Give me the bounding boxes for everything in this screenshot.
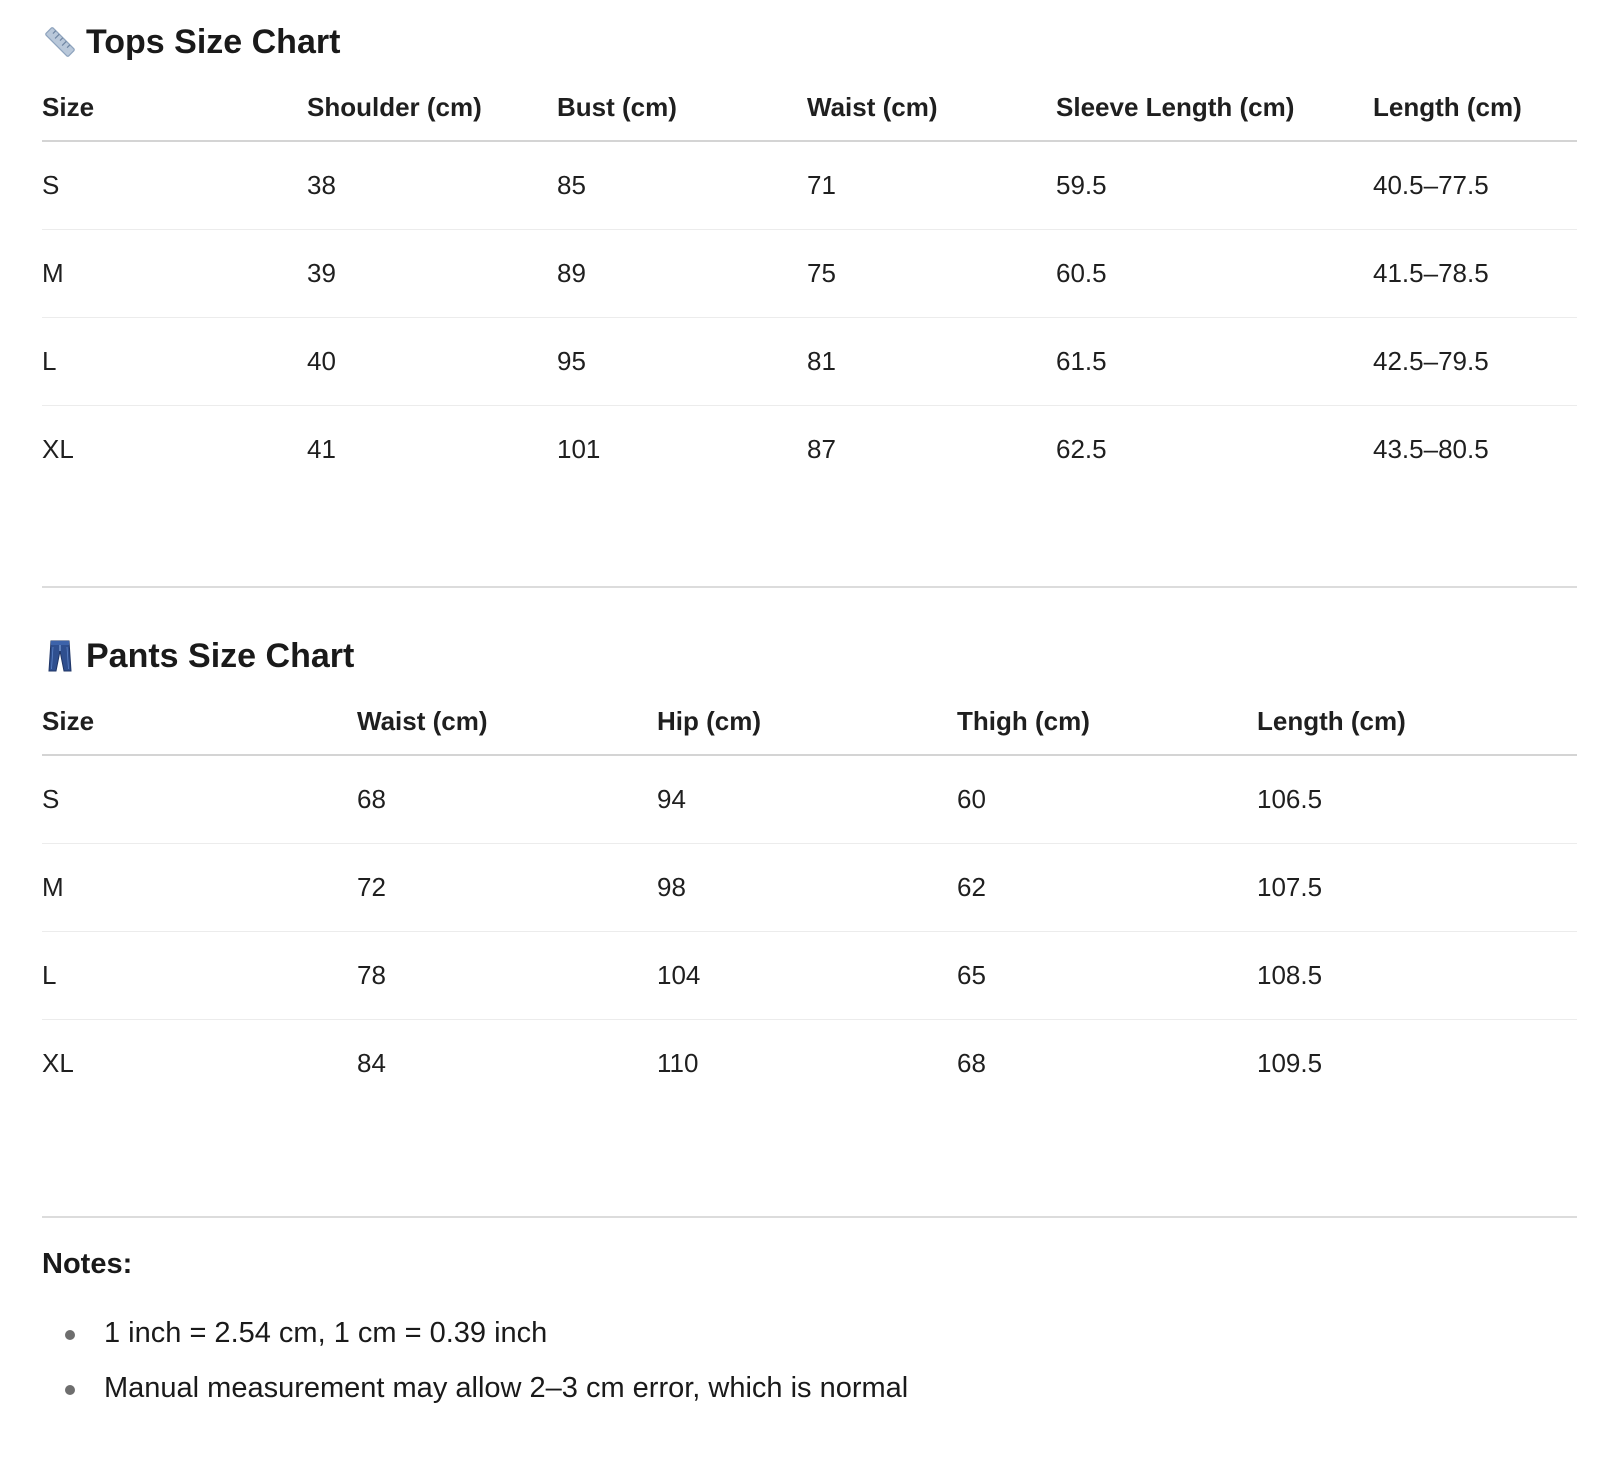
table-cell: L — [42, 318, 307, 406]
table-cell: 43.5–80.5 — [1373, 434, 1489, 464]
tops-header-cell: Waist (cm) — [807, 74, 1056, 141]
pants-title — [42, 634, 1577, 678]
tops-size-table — [42, 74, 1577, 493]
tops-header-cell: Bust (cm) — [557, 74, 807, 141]
table-row — [42, 318, 1577, 406]
table-row — [42, 406, 1577, 494]
table-cell: 101 — [557, 434, 601, 464]
pants-title-text: Pants Size Chart — [86, 636, 355, 675]
bullet-icon — [65, 1385, 75, 1395]
table-cell: XL — [42, 434, 74, 464]
tops-header-row — [42, 74, 1577, 141]
table-cell: 59.5 — [1056, 141, 1373, 230]
table-cell: 72 — [357, 844, 657, 932]
list-item — [42, 1361, 908, 1416]
table-cell: 61.5 — [1056, 318, 1373, 406]
table-cell: 89 — [557, 230, 807, 318]
ruler-icon — [42, 24, 78, 60]
notes-heading: Notes: — [42, 1248, 133, 1280]
table-cell: 107.5 — [1257, 844, 1577, 932]
table-cell: 84 — [357, 1048, 386, 1078]
tops-header-cell: Shoulder (cm) — [307, 74, 557, 141]
table-cell: 75 — [807, 230, 1056, 318]
table-cell: 109.5 — [1257, 1048, 1323, 1078]
table-cell: 60 — [957, 755, 1257, 844]
note-text: Manual measurement may allow 2–3 cm error, which is normal — [104, 1372, 909, 1404]
tops-title — [42, 20, 1577, 64]
note-text: 1 inch = 2.54 cm, 1 cm = 0.39 inch — [104, 1317, 548, 1349]
table-cell: 68 — [957, 1048, 986, 1078]
tops-header-cell: Size — [42, 74, 307, 141]
table-cell: 65 — [957, 932, 1257, 1020]
jeans-icon — [42, 638, 78, 674]
section-divider — [42, 1216, 1577, 1218]
table-row — [42, 1020, 1577, 1108]
table-cell: 68 — [357, 755, 657, 844]
table-row — [42, 230, 1577, 318]
list-item — [42, 1306, 908, 1361]
table-cell: 71 — [807, 141, 1056, 230]
table-cell: S — [42, 141, 307, 230]
pants-header-cell: Hip (cm) — [657, 688, 957, 755]
pants-header-cell: Waist (cm) — [357, 688, 657, 755]
table-cell: 95 — [557, 318, 807, 406]
table-cell: 60.5 — [1056, 230, 1373, 318]
notes-list — [42, 1306, 908, 1416]
table-row — [42, 932, 1577, 1020]
table-cell: 78 — [357, 932, 657, 1020]
pants-header-cell: Length (cm) — [1257, 688, 1577, 755]
tops-header-cell: Length (cm) — [1373, 74, 1577, 141]
tops-title-text: Tops Size Chart — [86, 22, 341, 61]
table-row — [42, 844, 1577, 932]
tops-section — [42, 20, 1577, 493]
table-cell: 40.5–77.5 — [1373, 141, 1577, 230]
table-cell: 87 — [807, 434, 836, 464]
bullet-icon — [65, 1330, 75, 1340]
table-row — [42, 141, 1577, 230]
table-cell: XL — [42, 1048, 74, 1078]
pants-size-table — [42, 688, 1577, 1107]
pants-header-cell: Thigh (cm) — [957, 688, 1257, 755]
table-cell: 98 — [657, 844, 957, 932]
tops-header-cell: Sleeve Length (cm) — [1056, 74, 1373, 141]
table-cell: L — [42, 932, 357, 1020]
table-cell: 106.5 — [1257, 755, 1577, 844]
table-cell: 62.5 — [1056, 434, 1107, 464]
table-cell: 38 — [307, 141, 557, 230]
table-cell: 40 — [307, 318, 557, 406]
table-cell: 94 — [657, 755, 957, 844]
table-cell: 39 — [307, 230, 557, 318]
table-cell: 62 — [957, 844, 1257, 932]
pants-section — [42, 634, 1577, 1107]
table-row — [42, 755, 1577, 844]
table-cell: M — [42, 230, 307, 318]
table-cell: S — [42, 755, 357, 844]
table-cell: 41 — [307, 434, 336, 464]
table-cell: 81 — [807, 318, 1056, 406]
pants-header-cell: Size — [42, 688, 357, 755]
pants-header-row — [42, 688, 1577, 755]
table-cell: 85 — [557, 141, 807, 230]
table-cell: 41.5–78.5 — [1373, 230, 1577, 318]
table-cell: 42.5–79.5 — [1373, 318, 1577, 406]
table-cell: M — [42, 844, 357, 932]
section-divider — [42, 586, 1577, 588]
table-cell: 104 — [657, 932, 957, 1020]
table-cell: 108.5 — [1257, 932, 1577, 1020]
table-cell: 110 — [657, 1048, 699, 1078]
